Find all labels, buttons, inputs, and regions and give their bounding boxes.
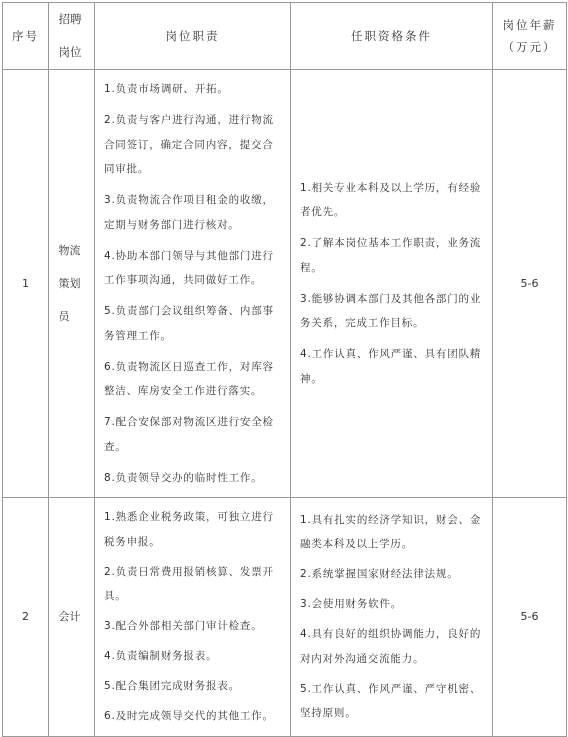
header-row: [3, 3, 567, 70]
duty-item: 4.负责编制财务报表。: [104, 650, 218, 662]
requirements-cell: [291, 498, 493, 737]
duty-item: 5.配合集团完成财务报表。: [104, 680, 240, 692]
duty-item: 6.及时完成领导交代的其他工作。: [104, 710, 274, 722]
duty-item: 1.熟悉企业税务政策，可独立进行税务申报。: [104, 511, 274, 548]
row-position: 会计: [49, 498, 95, 737]
duty-item: 7.配合安保部对物流区进行安全检查。: [104, 416, 274, 453]
header-index: 序号: [3, 3, 49, 70]
requirement-item: 5.工作认真、作风严谨、严守机密、坚持原则。: [300, 682, 482, 720]
requirement-item: 3.能够协调本部门及其他各部门的业务关系，完成工作目标。: [300, 292, 482, 330]
requirement-item: 2.了解本岗位基本工作职责，业务流程。: [300, 237, 482, 274]
row-index: 2: [3, 498, 49, 737]
header-position: 招聘岗位: [49, 3, 95, 70]
header-duties: 岗位职责: [95, 3, 291, 70]
duty-item: 2.负责日常费用报销核算、发票开具。: [104, 565, 274, 602]
requirement-item: 3.会使用财务软件。: [300, 598, 403, 611]
duty-item: 4.协助本部门领导与其他部门进行工作事项沟通，共同做好工作。: [104, 249, 274, 286]
duty-item: 1.负责市场调研、开拓。: [104, 83, 229, 95]
row-index: 1: [3, 70, 49, 498]
table-row: [3, 70, 567, 498]
duties-cell: [95, 70, 291, 498]
requirement-item: 1.具有扎实的经济学知识，财会、金融类本科及以上学历。: [300, 513, 482, 551]
row-salary: 5-6: [493, 498, 567, 737]
recruitment-table: [2, 2, 567, 737]
duties-cell: [95, 498, 291, 737]
duty-item: 3.负责物流合作项目租金的收缴，定期与财务部门进行核对。: [104, 194, 274, 231]
duty-item: 5.负责部门会议组织筹备、内部事务管理工作。: [104, 305, 274, 342]
duty-item: 6.负责物流区日巡查工作，对库容整洁、库房安全工作进行落实。: [104, 360, 274, 397]
header-salary-line2: （万元）: [502, 40, 557, 54]
duty-item: 2.负责与客户进行沟通，进行物流合同签订，确定合同内容，提交合同审批。: [104, 114, 274, 175]
header-salary-line1: 岗位年薪: [502, 18, 557, 32]
duty-item: 3.配合外部相关部门审计检查。: [104, 620, 263, 632]
requirement-item: 4.工作认真、作风严谨、具有团队精神。: [300, 348, 482, 385]
table-row: [3, 498, 567, 737]
header-requirements: 任职资格条件: [291, 3, 493, 70]
duty-item: 8.负责领导交办的临时性工作。: [104, 471, 263, 484]
row-salary: 5-6: [493, 70, 567, 498]
requirements-cell: [291, 70, 493, 498]
requirement-item: 4.具有良好的组织协调能力，良好的对内对外沟通交流能力。: [300, 628, 482, 665]
header-salary: [493, 3, 567, 70]
requirement-item: 1.相关专业本科及以上学历，有经验者优先。: [300, 181, 482, 219]
row-position: 物流策划员: [49, 70, 95, 498]
requirement-item: 2.系统掌握国家财经法律法规。: [300, 568, 459, 581]
